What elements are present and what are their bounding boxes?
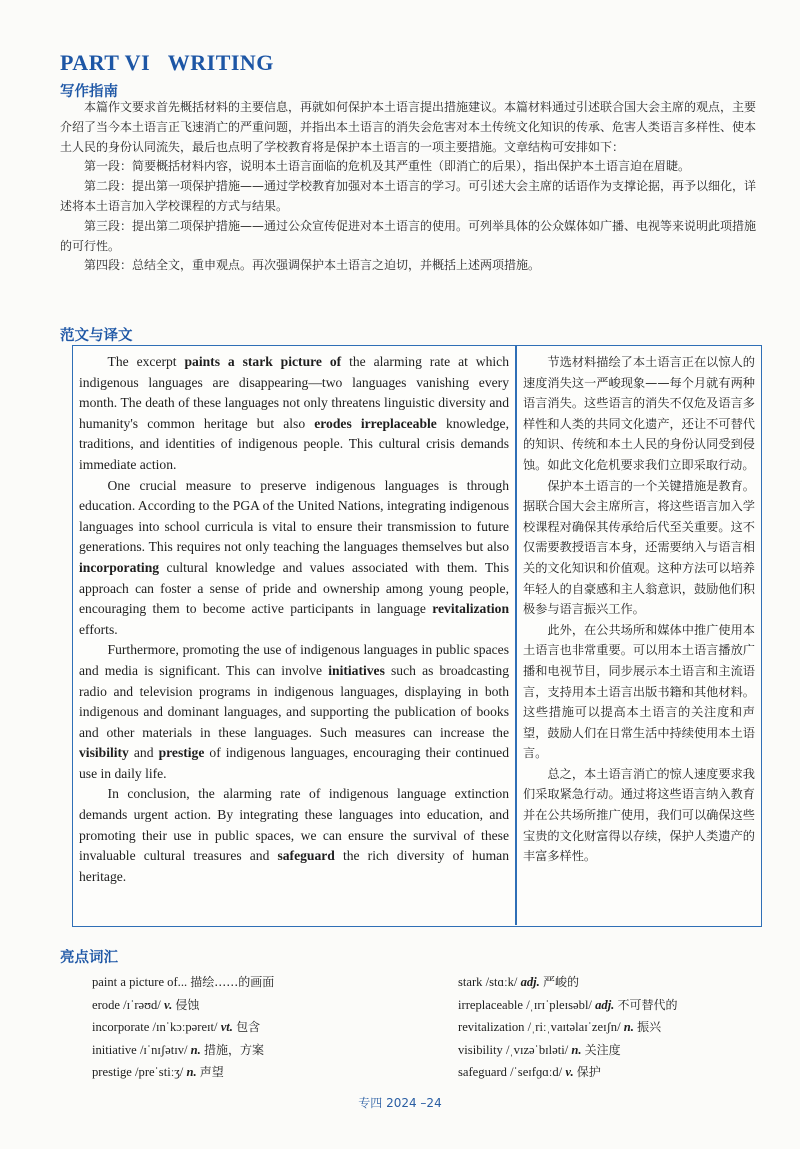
column-divider (515, 346, 517, 925)
vocab-item: prestige /preˈstiːʒ/ n. 声望 (92, 1065, 224, 1080)
guide-paragraph: 本篇作文要求首先概括材料的主要信息，再就如何保护本土语言提出措施建议。本篇材料通过引述联合国大会主席的观点，主要介绍了当今本土语言正飞速消亡的严重问题，并指出本土语言的消失会危害对本土传统文化知识的传承、危害人类语言多样性、使本土人民的身份认同流失，最后也点明了学校教育将是保护本土语言的一项主要措施。文章结构可安排如下： (60, 100, 757, 154)
vocab-item: paint a picture of... 描绘……的画面 (92, 975, 275, 989)
chinese-paragraph: 此外，在公共场所和媒体中推广使用本土语言也非常重要。可以用本土语言播放广播和电视节目，同步展示本土语言和主流语言，支持用本土语言出版书籍和其他材料。这些措施可以提高本土语言的关注度和声望，鼓励人们在日常生活中持续使用本土语言。 (523, 622, 755, 761)
highlight-phrase: initiatives (328, 662, 385, 678)
vocab-item: incorporate /ɪnˈkɔːpəreɪt/ vt. 包含 (92, 1020, 261, 1035)
highlight-phrase: incorporating (79, 559, 160, 575)
model-essay-box (72, 345, 762, 927)
chinese-paragraph: 保护本土语言的一个关键措施是教育。据联合国大会主席所言，将这些语言加入学校课程对确保其传承给后代至关重要。这不仅需要教授语言本身，还需要纳入与语言相关的文化知识和价值观。这种方法可以培养年轻人的自豪感和主人翁意识，鼓励他们积极参与语言振兴工作。 (523, 478, 755, 617)
vocab-item: revitalization /ˌriːˌvaɪtəlaɪˈzeɪʃn/ n. 振兴 (458, 1020, 662, 1035)
highlight-phrase: paints a stark picture of (184, 354, 342, 369)
vocab-item: safeguard /ˈseɪfɡɑːd/ v. 保护 (458, 1065, 601, 1080)
chinese-paragraph: 总之，本土语言消亡的惊人速度要求我们采取紧急行动。通过将这些语言纳入教育并在公共场所推广使用，我们可以确保这些宝贵的文化财富得以存续，保护人类遗产的丰富多样性。 (523, 766, 755, 864)
vocab-item: initiative /ɪˈnɪʃətɪv/ n. 措施，方案 (92, 1042, 264, 1057)
guide-paragraph: 第一段：简要概括材料内容，说明本土语言面临的危机及其严重性（即消亡的后果），指出保护本土语言迫在眉睫。 (84, 159, 691, 174)
highlight-phrase: prestige (158, 745, 205, 761)
highlight-phrase: revitalization (432, 601, 509, 617)
english-paragraph: In conclusion, the alarming rate of indigenous language extinction demands urgent action. By integrating these languages into education, and promoting their use in public spaces, we can ensure the survival of these invaluable cultural treasures and safeguard the rich diversity of human heritage. (79, 786, 509, 884)
highlight-phrase: visibility (79, 745, 129, 761)
vocab-item: stark /stɑːk/ adj. 严峻的 (458, 975, 579, 989)
chinese-translation (523, 352, 755, 867)
page-title: PART VI WRITING (60, 50, 274, 75)
guide-paragraph: 第三段：提出第二项保护措施——通过公众宣传促进对本土语言的使用。可列举具体的公众媒体如广播、电视等来说明此项措施的可行性。 (60, 218, 757, 253)
guide-paragraph: 第四段：总结全文，重申观点。再次强调保护本土语言之迫切，并概括上述两项措施。 (84, 258, 541, 273)
writing-guide (60, 98, 756, 276)
model-heading: 范文与译文 (60, 328, 133, 344)
vocab-item: visibility /ˌvɪzəˈbɪləti/ n. 关注度 (458, 1042, 621, 1057)
vocab-list-right (458, 971, 678, 1084)
vocab-item: irreplaceable /ˌɪrɪˈpleɪsəbl/ adj. 不可替代的 (458, 997, 678, 1012)
chinese-paragraph: 节选材料描绘了本土语言正在以惊人的速度消失这一严峻现象——每个月就有两种语言消失。这些语言的消失不仅危及语言多样性和人类的共同文化遗产，还让不可替代的知识、传统和本土人民的身份认同受到侵蚀。如此文化危机要求我们立即采取行动。 (523, 355, 755, 472)
guide-paragraph: 第二段：提出第一项保护措施——通过学校教育加强对本土语言的学习。可引述大会主席的话语作为支撑论据，再予以细化，详述将本土语言加入学校课程的方式与结果。 (60, 179, 757, 213)
highlight-phrase: safeguard (277, 848, 335, 864)
vocab-item: erode /ɪˈrəʊd/ v. 侵蚀 (92, 997, 200, 1012)
vocab-list-left (92, 971, 274, 1084)
english-paragraph: One crucial measure to preserve indigenous languages is through education. According to the PGA of the United Nations, integrating indigenous languages into school curricula is vital to ensure their transmission to future generations. This requires not only teaching the languages themselves but also incorporating cultural knowledge and values associated with them. This approach can foster a sense of pride and ownership among young people, encouraging them to become active participants in language revitalization efforts. (79, 477, 509, 637)
page-footer: 专四 2024 –24 (358, 1096, 442, 1110)
guide-heading: 写作指南 (60, 84, 118, 100)
english-paragraph: Furthermore, promoting the use of indigenous languages in public spaces and media is significant. This can involve initiatives such as broadcasting radio and television programs in indigenous languages, displaying in both indigenous and dominant languages, and supporting the publication of books and other materials in these languages. Such measures can increase the visibility and prestige of indigenous languages, encouraging their continued use in daily life. (79, 642, 509, 781)
english-essay (79, 352, 509, 887)
highlight-phrase: erodes irreplaceable (314, 415, 437, 431)
english-paragraph: The excerpt paints a stark picture of the alarming rate at which indigenous languages are disappearing—two languages vanishing every month. The death of these languages not only threatens linguistic diversity and humanity's common heritage but also erodes irreplaceable knowledge, traditions, and identities of indigenous people. This cultural crisis demands immediate action. (79, 354, 509, 472)
vocab-heading: 亮点词汇 (60, 950, 118, 966)
